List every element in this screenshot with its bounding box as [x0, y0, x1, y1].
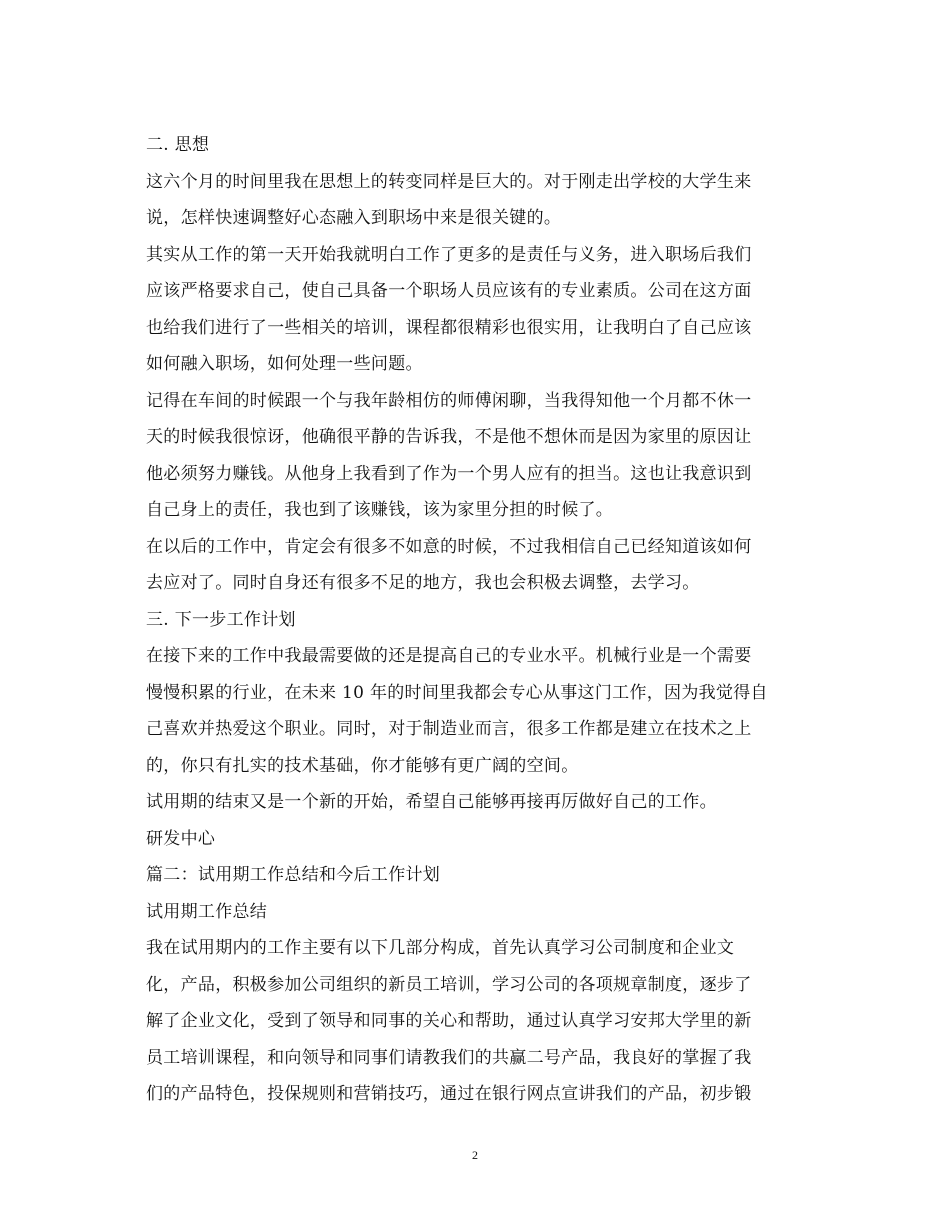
page-number: 2 — [472, 1148, 478, 1162]
text-line: 其实从工作的第一天开始我就明白工作了更多的是责任与义务，进入职场后我们 — [146, 244, 752, 265]
text-line: 化，产品，积极参加公司组织的新员工培训，学习公司的各项规章制度，逐步了 — [146, 974, 752, 995]
text-line: 记得在车间的时候跟一个与我年龄相仿的师傅闲聊，当我得知他一个月都不休一 — [146, 390, 752, 411]
text-line: 解了企业文化，受到了领导和同事的关心和帮助，通过认真学习安邦大学里的新 — [146, 1011, 752, 1031]
text-line: 这六个月的时间里我在思想上的转变同样是巨大的。对于刚走出学校的大学生来 — [146, 171, 752, 192]
text-line: 也给我们进行了一些相关的培训，课程都很精彩也很实用，让我明白了自己应该 — [146, 317, 752, 338]
article-title: 篇二：试用期工作总结和今后工作计划 — [146, 865, 441, 885]
text-line: 应该严格要求自己，使自己具备一个职场人员应该有的专业素质。公司在这方面 — [146, 281, 752, 301]
text-line: 试用期的结束又是一个新的开始，希望自己能够再接再厉做好自己的工作。 — [146, 792, 717, 812]
text-line: 们的产品特色，投保规则和营销技巧，通过在银行网点宣讲我们的产品，初步锻 — [146, 1084, 752, 1104]
text-line: 己喜欢并热爱这个职业。同时，对于制造业而言，很多工作都是建立在技术之上 — [146, 719, 752, 739]
text-line: 员工培训课程，和向领导和同事们请教我们的共赢二号产品，我良好的掌握了我 — [146, 1047, 752, 1068]
text-line: 我在试用期内的工作主要有以下几部分构成，首先认真学习公司制度和企业文 — [146, 938, 735, 958]
text-line: 的，你只有扎实的技术基础，你才能够有更广阔的空间。 — [146, 755, 579, 776]
text-line: 他必须努力赚钱。从他身上我看到了作为一个男人应有的担当。这也让我意识到 — [146, 463, 752, 484]
body-text — [146, 127, 806, 1113]
text-line: 如何融入职场，如何处理一些问题。 — [146, 354, 423, 374]
section-heading-next-plan: 三. 下一步工作计划 — [146, 609, 296, 630]
text-line: 去应对了。同时自身还有很多不足的地方，我也会积极去调整，去学习。 — [146, 573, 700, 593]
text-line: 天的时候我很惊讶，他确很平静的告诉我，不是他不想休而是因为家里的原因让 — [146, 427, 752, 447]
text-line: 慢慢积累的行业，在未来 10 年的时间里我都会专心从事这门工作，因为我觉得自 — [146, 682, 768, 703]
text-line: 说，怎样快速调整好心态融入到职场中来是很关键的。 — [146, 208, 562, 228]
subsection-heading: 试用期工作总结 — [146, 901, 268, 922]
text-line: 自己身上的责任，我也到了该赚钱，该为家里分担的时候了。 — [146, 500, 614, 520]
department-signature: 研发中心 — [146, 828, 216, 849]
section-heading-thought: 二. 思想 — [146, 135, 210, 155]
text-line: 在接下来的工作中我最需要做的还是提高自己的专业水平。机械行业是一个需要 — [146, 646, 752, 666]
text-line: 在以后的工作中，肯定会有很多不如意的时候，不过我相信自己已经知道该如何 — [146, 536, 752, 557]
